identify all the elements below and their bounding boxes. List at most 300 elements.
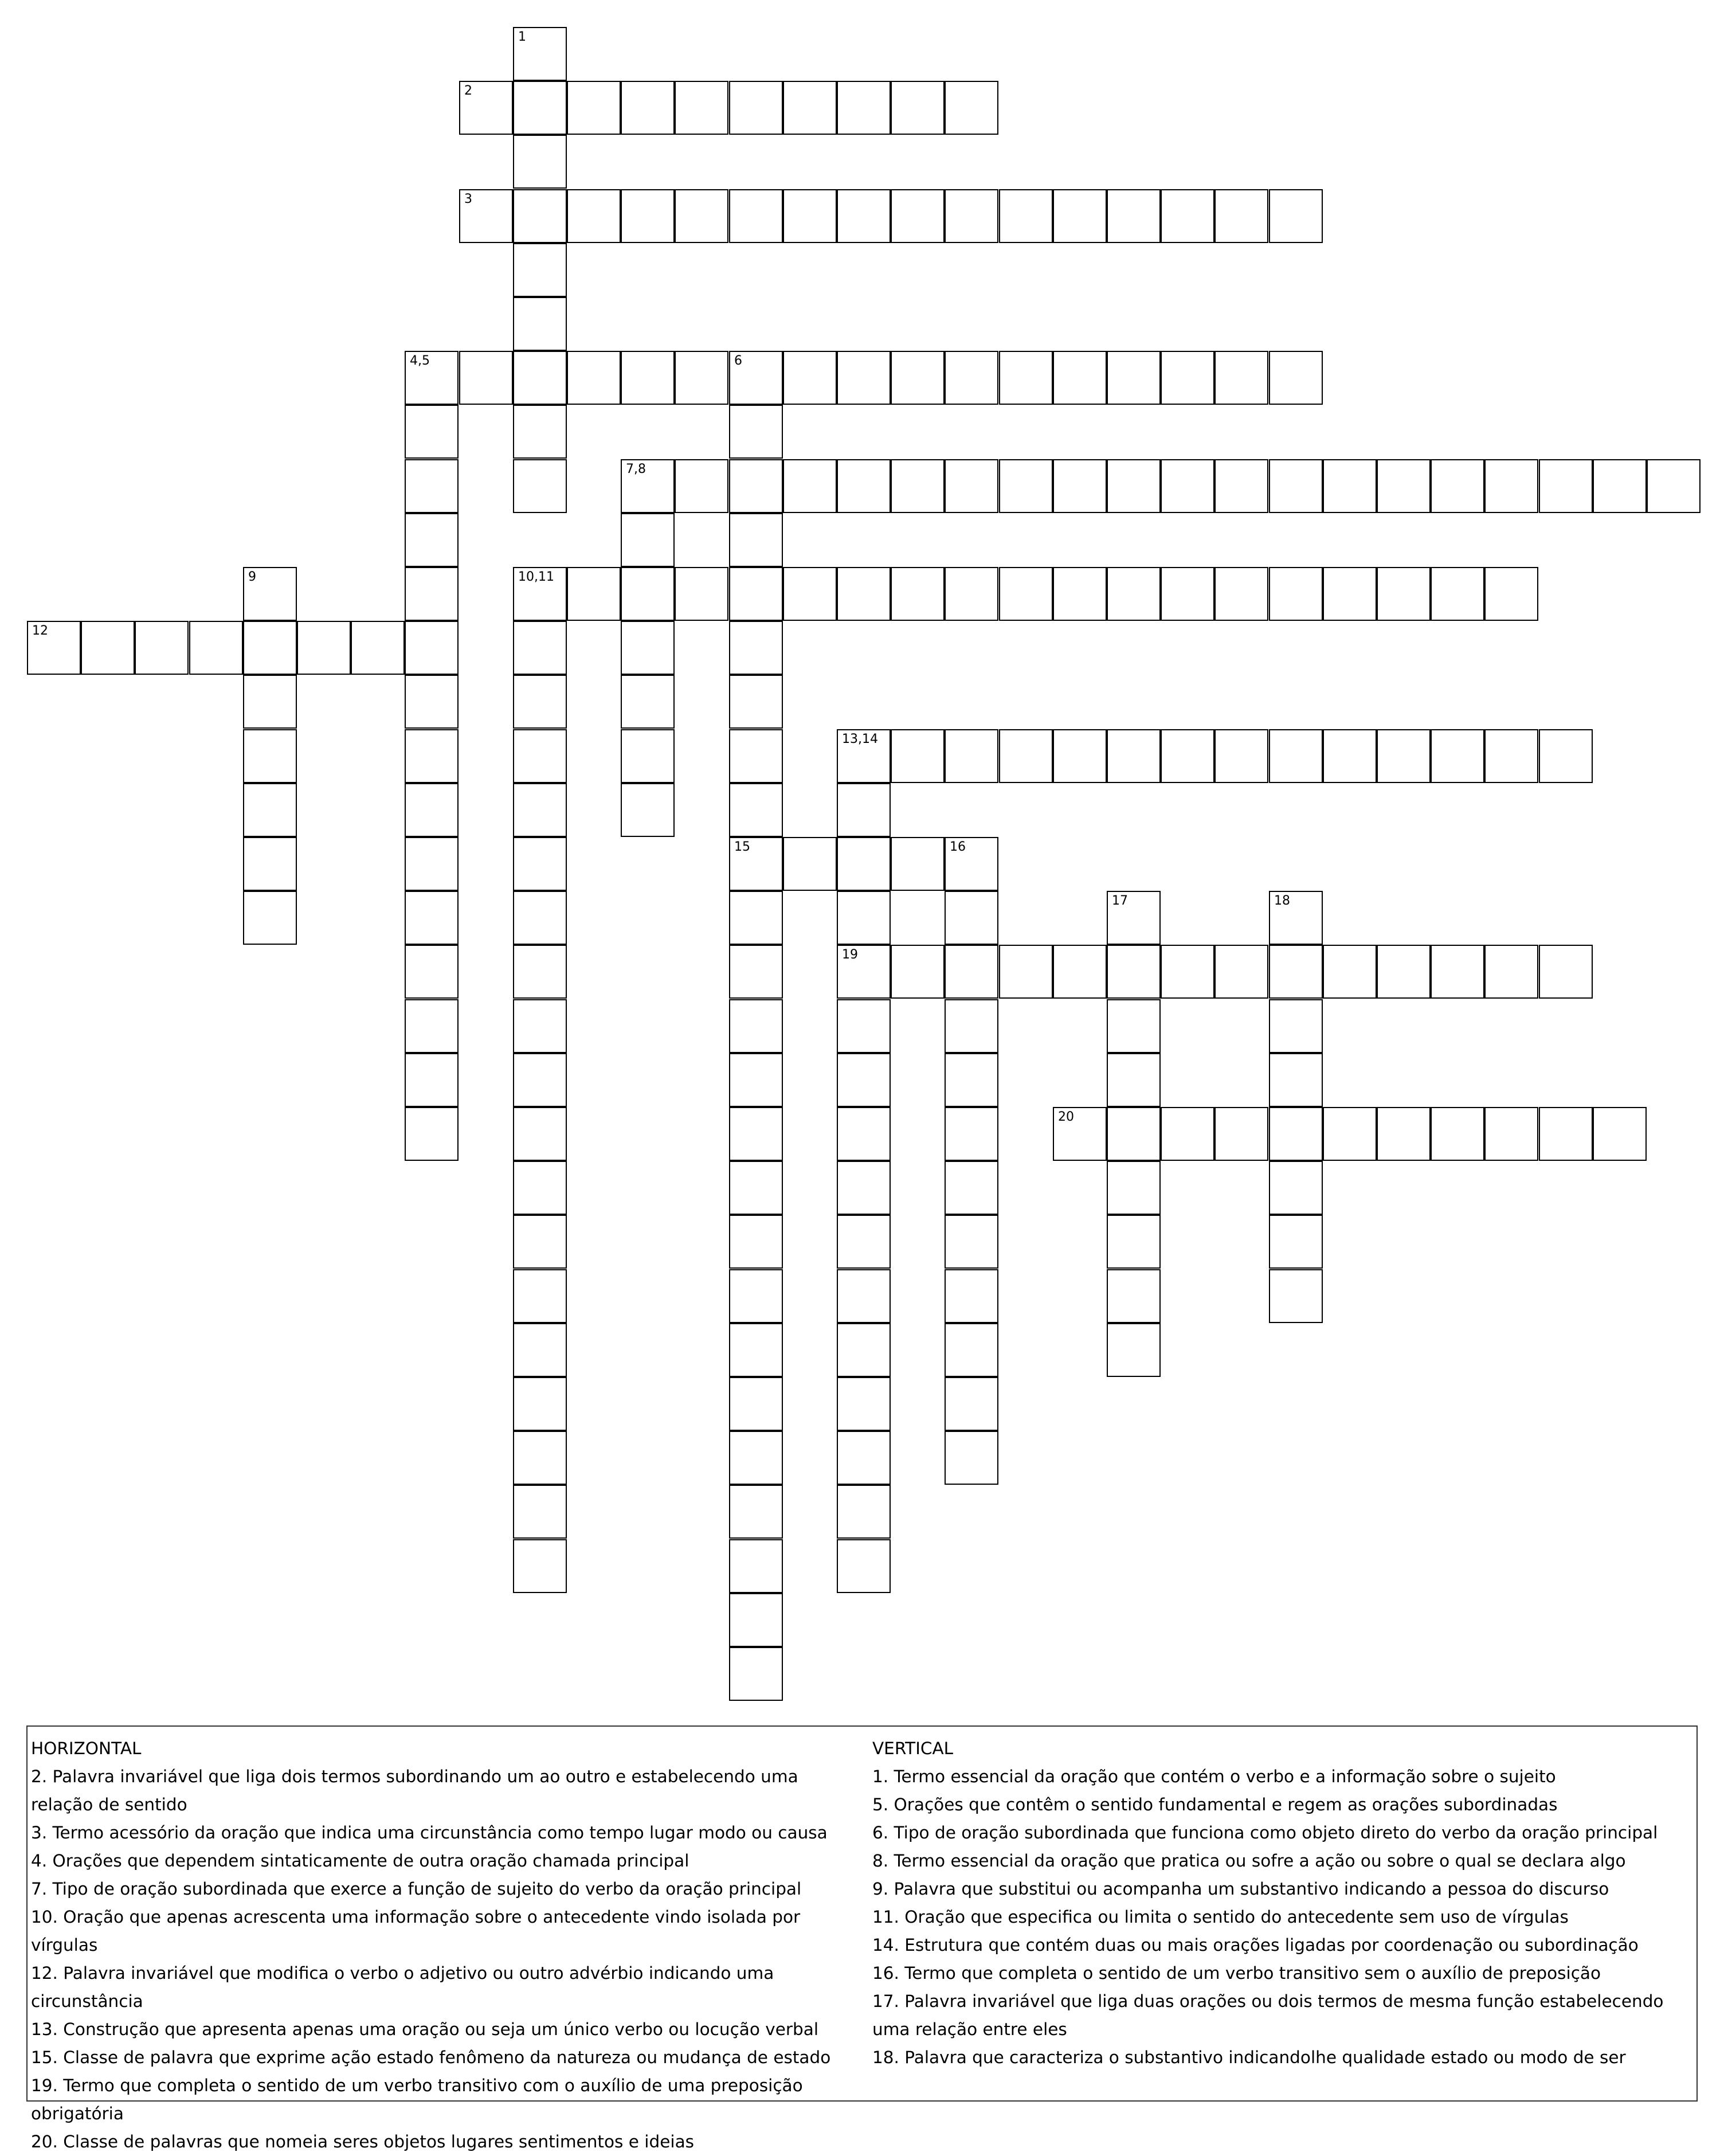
- grid-cell[interactable]: [945, 1161, 998, 1215]
- grid-cell[interactable]: [675, 459, 728, 513]
- letter-input[interactable]: [784, 838, 836, 890]
- grid-cell[interactable]: [837, 1269, 891, 1323]
- grid-cell[interactable]: [1107, 567, 1161, 621]
- letter-input[interactable]: [838, 1162, 890, 1214]
- grid-cell[interactable]: [945, 459, 998, 513]
- letter-input[interactable]: [946, 1000, 997, 1052]
- letter-input[interactable]: [1162, 730, 1213, 782]
- letter-input[interactable]: [406, 730, 457, 782]
- letter-input[interactable]: [1270, 190, 1322, 242]
- grid-cell[interactable]: [513, 891, 567, 945]
- grid-cell[interactable]: [1107, 945, 1161, 999]
- grid-cell[interactable]: [1484, 459, 1538, 513]
- grid-cell[interactable]: [1377, 729, 1431, 783]
- letter-input[interactable]: [514, 298, 566, 350]
- letter-input[interactable]: [1378, 1108, 1429, 1160]
- letter-input[interactable]: [1054, 946, 1106, 997]
- letter-input[interactable]: [1216, 352, 1267, 404]
- letter-input[interactable]: [838, 1270, 890, 1322]
- letter-input[interactable]: [136, 622, 187, 674]
- letter-input[interactable]: [730, 1378, 782, 1430]
- letter-input[interactable]: [1108, 1216, 1159, 1267]
- grid-cell[interactable]: [729, 891, 783, 945]
- letter-input[interactable]: [514, 676, 566, 727]
- grid-cell[interactable]: [729, 513, 783, 567]
- grid-cell[interactable]: [837, 999, 891, 1053]
- letter-input[interactable]: [514, 1108, 566, 1160]
- grid-cell[interactable]: [1323, 459, 1377, 513]
- letter-input[interactable]: [1000, 946, 1052, 997]
- letter-input[interactable]: [1324, 946, 1376, 997]
- grid-cell[interactable]: [1431, 729, 1484, 783]
- letter-input[interactable]: [730, 730, 782, 782]
- letter-input[interactable]: [1000, 730, 1052, 782]
- grid-cell[interactable]: [1214, 459, 1268, 513]
- grid-cell[interactable]: [405, 837, 459, 891]
- grid-cell[interactable]: [837, 1215, 891, 1269]
- letter-input[interactable]: [352, 622, 403, 674]
- letter-input[interactable]: [1270, 1270, 1322, 1322]
- letter-input[interactable]: [946, 1324, 997, 1376]
- grid-cell[interactable]: [1269, 999, 1323, 1053]
- grid-cell[interactable]: [1161, 729, 1214, 783]
- letter-input[interactable]: [946, 1432, 997, 1484]
- letter-input[interactable]: [622, 82, 673, 134]
- grid-cell[interactable]: [837, 783, 891, 837]
- grid-cell[interactable]: [837, 1161, 891, 1215]
- grid-cell[interactable]: [1269, 729, 1323, 783]
- letter-input[interactable]: [1270, 1108, 1322, 1160]
- grid-cell[interactable]: [513, 621, 567, 675]
- grid-cell[interactable]: [513, 135, 567, 189]
- letter-input[interactable]: [1432, 460, 1483, 512]
- grid-cell[interactable]: [999, 567, 1053, 621]
- grid-cell[interactable]: [837, 945, 891, 999]
- letter-input[interactable]: [730, 784, 782, 836]
- grid-cell[interactable]: [513, 945, 567, 999]
- grid-cell[interactable]: [513, 1107, 567, 1161]
- grid-cell[interactable]: [783, 351, 837, 405]
- letter-input[interactable]: [1000, 568, 1052, 620]
- grid-cell[interactable]: [729, 405, 783, 459]
- letter-input[interactable]: [514, 568, 566, 620]
- letter-input[interactable]: [676, 82, 727, 134]
- letter-input[interactable]: [730, 892, 782, 944]
- letter-input[interactable]: [514, 622, 566, 674]
- grid-cell[interactable]: [729, 1215, 783, 1269]
- letter-input[interactable]: [514, 1324, 566, 1376]
- letter-input[interactable]: [406, 622, 457, 674]
- grid-cell[interactable]: [621, 81, 675, 135]
- letter-input[interactable]: [514, 460, 566, 512]
- grid-cell[interactable]: [945, 567, 998, 621]
- grid-cell[interactable]: [405, 999, 459, 1053]
- letter-input[interactable]: [1648, 460, 1699, 512]
- grid-cell[interactable]: [81, 621, 135, 675]
- letter-input[interactable]: [190, 622, 242, 674]
- grid-cell[interactable]: [621, 783, 675, 837]
- grid-cell[interactable]: [1323, 945, 1377, 999]
- grid-cell[interactable]: [1269, 1053, 1323, 1107]
- grid-cell[interactable]: [729, 1539, 783, 1593]
- letter-input[interactable]: [1486, 568, 1537, 620]
- letter-input[interactable]: [514, 1162, 566, 1214]
- grid-cell[interactable]: [621, 513, 675, 567]
- grid-cell[interactable]: [729, 351, 783, 405]
- grid-cell[interactable]: [729, 1161, 783, 1215]
- grid-cell[interactable]: [243, 783, 297, 837]
- letter-input[interactable]: [946, 82, 997, 134]
- grid-cell[interactable]: [837, 1377, 891, 1431]
- grid-cell[interactable]: [1053, 1107, 1107, 1161]
- letter-input[interactable]: [838, 1108, 890, 1160]
- grid-cell[interactable]: [1161, 351, 1214, 405]
- letter-input[interactable]: [730, 352, 782, 404]
- grid-cell[interactable]: [405, 405, 459, 459]
- grid-cell[interactable]: [1484, 1107, 1538, 1161]
- grid-cell[interactable]: [729, 945, 783, 999]
- letter-input[interactable]: [892, 82, 943, 134]
- grid-cell[interactable]: [27, 621, 81, 675]
- grid-cell[interactable]: [783, 837, 837, 891]
- grid-cell[interactable]: [1161, 459, 1214, 513]
- letter-input[interactable]: [514, 406, 566, 457]
- letter-input[interactable]: [514, 1000, 566, 1052]
- grid-cell[interactable]: [513, 297, 567, 351]
- letter-input[interactable]: [514, 1486, 566, 1537]
- grid-cell[interactable]: [1107, 1215, 1161, 1269]
- letter-input[interactable]: [1162, 1108, 1213, 1160]
- grid-cell[interactable]: [837, 1539, 891, 1593]
- letter-input[interactable]: [1540, 460, 1592, 512]
- grid-cell[interactable]: [945, 1269, 998, 1323]
- letter-input[interactable]: [1108, 568, 1159, 620]
- grid-cell[interactable]: [837, 189, 891, 243]
- letter-input[interactable]: [1162, 568, 1213, 620]
- grid-cell[interactable]: [945, 1107, 998, 1161]
- letter-input[interactable]: [514, 1270, 566, 1322]
- grid-cell[interactable]: [1647, 459, 1701, 513]
- letter-input[interactable]: [1270, 730, 1322, 782]
- grid-cell[interactable]: [891, 837, 945, 891]
- grid-cell[interactable]: [567, 567, 621, 621]
- grid-cell[interactable]: [1431, 459, 1484, 513]
- grid-cell[interactable]: [513, 999, 567, 1053]
- grid-cell[interactable]: [1377, 1107, 1431, 1161]
- letter-input[interactable]: [1324, 730, 1376, 782]
- letter-input[interactable]: [946, 730, 997, 782]
- grid-cell[interactable]: [999, 351, 1053, 405]
- grid-cell[interactable]: [837, 1485, 891, 1539]
- grid-cell[interactable]: [891, 351, 945, 405]
- letter-input[interactable]: [406, 1108, 457, 1160]
- letter-input[interactable]: [1378, 946, 1429, 997]
- grid-cell[interactable]: [297, 621, 351, 675]
- letter-input[interactable]: [1108, 352, 1159, 404]
- grid-cell[interactable]: [1377, 567, 1431, 621]
- grid-cell[interactable]: [1431, 567, 1484, 621]
- grid-cell[interactable]: [621, 567, 675, 621]
- grid-cell[interactable]: [1214, 567, 1268, 621]
- letter-input[interactable]: [1216, 568, 1267, 620]
- letter-input[interactable]: [730, 1432, 782, 1484]
- grid-cell[interactable]: [783, 189, 837, 243]
- grid-cell[interactable]: [1484, 729, 1538, 783]
- grid-cell[interactable]: [1214, 351, 1268, 405]
- grid-cell[interactable]: [945, 1215, 998, 1269]
- letter-input[interactable]: [514, 892, 566, 944]
- letter-input[interactable]: [838, 568, 890, 620]
- grid-cell[interactable]: [1269, 567, 1323, 621]
- letter-input[interactable]: [892, 460, 943, 512]
- letter-input[interactable]: [1216, 730, 1267, 782]
- grid-cell[interactable]: [1539, 1107, 1593, 1161]
- letter-input[interactable]: [838, 784, 890, 836]
- letter-input[interactable]: [460, 352, 512, 404]
- letter-input[interactable]: [676, 190, 727, 242]
- letter-input[interactable]: [1108, 190, 1159, 242]
- grid-cell[interactable]: [1539, 729, 1593, 783]
- letter-input[interactable]: [406, 406, 457, 457]
- grid-cell[interactable]: [459, 189, 513, 243]
- letter-input[interactable]: [244, 730, 296, 782]
- grid-cell[interactable]: [999, 945, 1053, 999]
- grid-cell[interactable]: [405, 1107, 459, 1161]
- letter-input[interactable]: [1054, 460, 1106, 512]
- grid-cell[interactable]: [513, 81, 567, 135]
- letter-input[interactable]: [622, 460, 673, 512]
- letter-input[interactable]: [730, 1108, 782, 1160]
- letter-input[interactable]: [946, 1054, 997, 1106]
- grid-cell[interactable]: [837, 1323, 891, 1377]
- letter-input[interactable]: [514, 190, 566, 242]
- letter-input[interactable]: [514, 352, 566, 404]
- letter-input[interactable]: [730, 838, 782, 890]
- grid-cell[interactable]: [621, 189, 675, 243]
- letter-input[interactable]: [946, 190, 997, 242]
- letter-input[interactable]: [730, 190, 782, 242]
- letter-input[interactable]: [1162, 352, 1213, 404]
- grid-cell[interactable]: [1269, 891, 1323, 945]
- grid-cell[interactable]: [243, 621, 297, 675]
- letter-input[interactable]: [1270, 1000, 1322, 1052]
- grid-cell[interactable]: [1269, 1215, 1323, 1269]
- letter-input[interactable]: [406, 784, 457, 836]
- letter-input[interactable]: [676, 460, 727, 512]
- letter-input[interactable]: [838, 460, 890, 512]
- letter-input[interactable]: [514, 784, 566, 836]
- letter-input[interactable]: [1054, 352, 1106, 404]
- letter-input[interactable]: [1324, 1108, 1376, 1160]
- letter-input[interactable]: [1432, 946, 1483, 997]
- grid-cell[interactable]: [783, 81, 837, 135]
- letter-input[interactable]: [622, 676, 673, 727]
- letter-input[interactable]: [946, 892, 997, 944]
- grid-cell[interactable]: [1107, 1161, 1161, 1215]
- letter-input[interactable]: [1108, 946, 1159, 997]
- letter-input[interactable]: [730, 1216, 782, 1267]
- letter-input[interactable]: [406, 946, 457, 997]
- letter-input[interactable]: [838, 1486, 890, 1537]
- grid-cell[interactable]: [1269, 459, 1323, 513]
- grid-cell[interactable]: [567, 351, 621, 405]
- grid-cell[interactable]: [729, 1323, 783, 1377]
- letter-input[interactable]: [1108, 1270, 1159, 1322]
- grid-cell[interactable]: [729, 837, 783, 891]
- letter-input[interactable]: [568, 82, 620, 134]
- grid-cell[interactable]: [405, 891, 459, 945]
- letter-input[interactable]: [730, 946, 782, 997]
- letter-input[interactable]: [838, 946, 890, 997]
- grid-cell[interactable]: [513, 243, 567, 297]
- letter-input[interactable]: [622, 568, 673, 620]
- letter-input[interactable]: [1054, 190, 1106, 242]
- grid-cell[interactable]: [1107, 1323, 1161, 1377]
- letter-input[interactable]: [1054, 1108, 1106, 1160]
- grid-cell[interactable]: [783, 459, 837, 513]
- grid-cell[interactable]: [837, 1431, 891, 1485]
- letter-input[interactable]: [1432, 568, 1483, 620]
- grid-cell[interactable]: [729, 189, 783, 243]
- grid-cell[interactable]: [513, 1323, 567, 1377]
- letter-input[interactable]: [946, 460, 997, 512]
- letter-input[interactable]: [730, 676, 782, 727]
- grid-cell[interactable]: [405, 1053, 459, 1107]
- letter-input[interactable]: [514, 1216, 566, 1267]
- letter-input[interactable]: [1108, 1054, 1159, 1106]
- grid-cell[interactable]: [1053, 189, 1107, 243]
- grid-cell[interactable]: [1539, 459, 1593, 513]
- grid-cell[interactable]: [567, 189, 621, 243]
- letter-input[interactable]: [1000, 352, 1052, 404]
- grid-cell[interactable]: [351, 621, 405, 675]
- grid-cell[interactable]: [945, 945, 998, 999]
- letter-input[interactable]: [298, 622, 350, 674]
- letter-input[interactable]: [1486, 1108, 1537, 1160]
- grid-cell[interactable]: [459, 81, 513, 135]
- letter-input[interactable]: [244, 784, 296, 836]
- grid-cell[interactable]: [513, 783, 567, 837]
- letter-input[interactable]: [946, 1216, 997, 1267]
- grid-cell[interactable]: [1107, 1107, 1161, 1161]
- grid-cell[interactable]: [1053, 459, 1107, 513]
- grid-cell[interactable]: [513, 351, 567, 405]
- grid-cell[interactable]: [405, 945, 459, 999]
- grid-cell[interactable]: [189, 621, 243, 675]
- letter-input[interactable]: [730, 1162, 782, 1214]
- letter-input[interactable]: [784, 460, 836, 512]
- grid-cell[interactable]: [1593, 459, 1647, 513]
- grid-cell[interactable]: [513, 1215, 567, 1269]
- grid-cell[interactable]: [729, 729, 783, 783]
- grid-cell[interactable]: [837, 837, 891, 891]
- letter-input[interactable]: [892, 352, 943, 404]
- letter-input[interactable]: [460, 82, 512, 134]
- grid-cell[interactable]: [621, 675, 675, 729]
- letter-input[interactable]: [730, 1540, 782, 1592]
- letter-input[interactable]: [1378, 730, 1429, 782]
- letter-input[interactable]: [406, 676, 457, 727]
- letter-input[interactable]: [892, 730, 943, 782]
- grid-cell[interactable]: [1269, 1269, 1323, 1323]
- letter-input[interactable]: [28, 622, 80, 674]
- letter-input[interactable]: [730, 1054, 782, 1106]
- grid-cell[interactable]: [405, 675, 459, 729]
- letter-input[interactable]: [568, 352, 620, 404]
- grid-cell[interactable]: [135, 621, 189, 675]
- grid-cell[interactable]: [513, 1485, 567, 1539]
- letter-input[interactable]: [1432, 1108, 1483, 1160]
- grid-cell[interactable]: [405, 459, 459, 513]
- letter-input[interactable]: [514, 1540, 566, 1592]
- letter-input[interactable]: [244, 676, 296, 727]
- grid-cell[interactable]: [837, 567, 891, 621]
- letter-input[interactable]: [892, 190, 943, 242]
- letter-input[interactable]: [1540, 1108, 1592, 1160]
- grid-cell[interactable]: [891, 189, 945, 243]
- grid-cell[interactable]: [405, 513, 459, 567]
- grid-cell[interactable]: [837, 81, 891, 135]
- letter-input[interactable]: [784, 568, 836, 620]
- grid-cell[interactable]: [513, 189, 567, 243]
- letter-input[interactable]: [676, 352, 727, 404]
- letter-input[interactable]: [946, 1108, 997, 1160]
- letter-input[interactable]: [1108, 1108, 1159, 1160]
- letter-input[interactable]: [730, 82, 782, 134]
- grid-cell[interactable]: [1107, 351, 1161, 405]
- letter-input[interactable]: [514, 946, 566, 997]
- grid-cell[interactable]: [405, 567, 459, 621]
- letter-input[interactable]: [1162, 190, 1213, 242]
- letter-input[interactable]: [568, 190, 620, 242]
- grid-cell[interactable]: [675, 567, 728, 621]
- letter-input[interactable]: [406, 1000, 457, 1052]
- letter-input[interactable]: [406, 892, 457, 944]
- letter-input[interactable]: [622, 514, 673, 566]
- letter-input[interactable]: [1216, 946, 1267, 997]
- letter-input[interactable]: [514, 838, 566, 890]
- grid-cell[interactable]: [1053, 351, 1107, 405]
- grid-cell[interactable]: [513, 837, 567, 891]
- grid-cell[interactable]: [1431, 945, 1484, 999]
- letter-input[interactable]: [838, 838, 890, 890]
- letter-input[interactable]: [730, 1486, 782, 1537]
- grid-cell[interactable]: [1593, 1107, 1647, 1161]
- grid-cell[interactable]: [729, 783, 783, 837]
- grid-cell[interactable]: [513, 1269, 567, 1323]
- grid-cell[interactable]: [945, 81, 998, 135]
- grid-cell[interactable]: [1107, 1269, 1161, 1323]
- letter-input[interactable]: [244, 838, 296, 890]
- grid-cell[interactable]: [621, 351, 675, 405]
- grid-cell[interactable]: [243, 675, 297, 729]
- letter-input[interactable]: [1216, 190, 1267, 242]
- grid-cell[interactable]: [1484, 567, 1538, 621]
- letter-input[interactable]: [568, 568, 620, 620]
- letter-input[interactable]: [1324, 568, 1376, 620]
- letter-input[interactable]: [892, 838, 943, 890]
- letter-input[interactable]: [622, 622, 673, 674]
- letter-input[interactable]: [1270, 892, 1322, 944]
- grid-cell[interactable]: [1484, 945, 1538, 999]
- grid-cell[interactable]: [891, 945, 945, 999]
- grid-cell[interactable]: [945, 1431, 998, 1485]
- letter-input[interactable]: [406, 568, 457, 620]
- letter-input[interactable]: [946, 352, 997, 404]
- letter-input[interactable]: [1594, 460, 1645, 512]
- letter-input[interactable]: [622, 190, 673, 242]
- grid-cell[interactable]: [729, 459, 783, 513]
